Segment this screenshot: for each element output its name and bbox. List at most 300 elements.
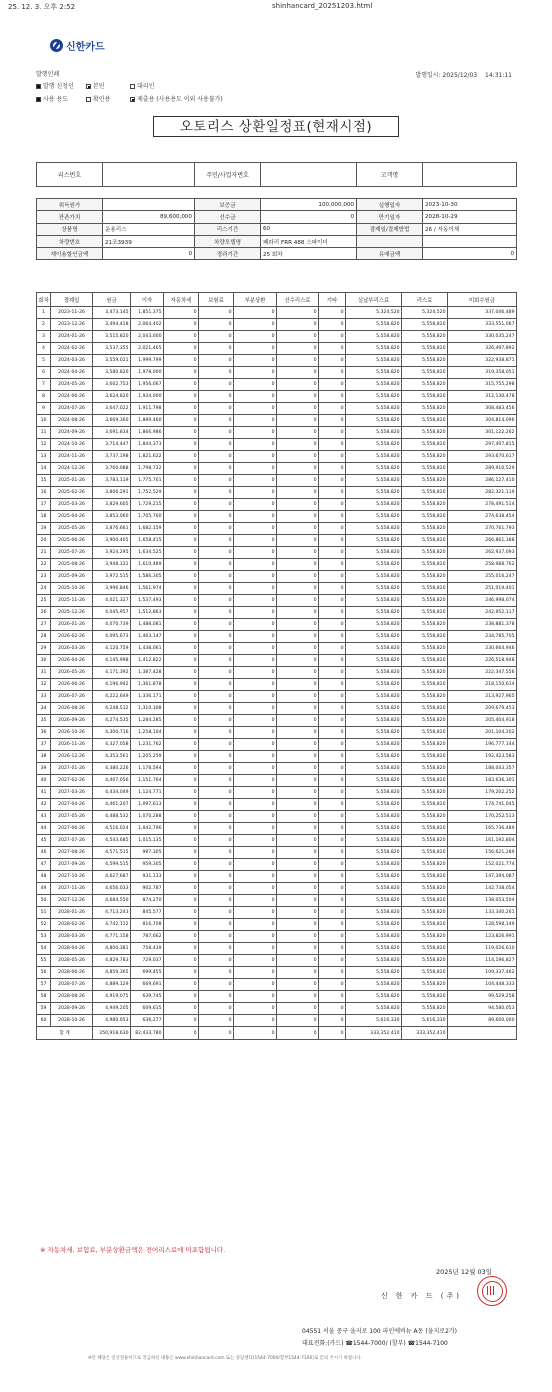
option-self[interactable]: 본인 — [86, 81, 105, 90]
table-cell: 128,598,149 — [448, 919, 517, 931]
checkbox-icon — [36, 97, 41, 102]
option-agent[interactable]: 대리인 — [130, 81, 154, 90]
table-cell: 0 — [319, 403, 346, 415]
details-label: 유예금액 — [357, 248, 423, 260]
table-cell: 50 — [37, 895, 51, 907]
table-cell: 5,558,820 — [346, 895, 402, 907]
table-cell: 337,046,489 — [448, 307, 517, 319]
table-cell: 26 — [37, 607, 51, 619]
table-cell: 0 — [199, 307, 234, 319]
table-cell: 36 — [37, 727, 51, 739]
table-cell: 5,558,820 — [346, 451, 402, 463]
table-cell: 0 — [199, 583, 234, 595]
table-cell: 4,248,512 — [93, 703, 131, 715]
table-cell: 38 — [37, 751, 51, 763]
table-cell: 0 — [164, 619, 199, 631]
table-cell: 44 — [37, 823, 51, 835]
table-cell: 5,558,820 — [402, 523, 448, 535]
table-row — [37, 967, 517, 979]
column-header: 실납부리스료 — [346, 293, 402, 307]
table-cell: 47 — [37, 859, 51, 871]
table-cell: 5 — [37, 355, 51, 367]
table-cell: 0 — [164, 607, 199, 619]
table-cell: 2026-06-26 — [51, 679, 93, 691]
column-header: 부분상환 — [234, 293, 277, 307]
table-row — [37, 379, 517, 391]
table-cell: 5,558,820 — [402, 487, 448, 499]
table-cell: 0 — [164, 895, 199, 907]
table-row — [37, 535, 517, 547]
table-cell: 0 — [319, 667, 346, 679]
table-cell: 0 — [319, 583, 346, 595]
table-cell: 5,558,820 — [402, 535, 448, 547]
table-cell: 0 — [319, 643, 346, 655]
table-cell: 165,736,489 — [448, 823, 517, 835]
details-value: 26 / 자동이체 — [423, 223, 517, 235]
table-cell: 0 — [164, 463, 199, 475]
table-cell: 5,324,520 — [402, 307, 448, 319]
table-cell: 0 — [234, 331, 277, 343]
table-cell: 0 — [319, 955, 346, 967]
table-cell: 0 — [319, 787, 346, 799]
table-cell: 94,580,053 — [448, 1003, 517, 1015]
table-row — [37, 475, 517, 487]
table-cell: 0 — [277, 943, 319, 955]
table-cell: 0 — [199, 523, 234, 535]
id-value — [261, 163, 357, 187]
option-submit[interactable]: 제출용 (사용용도 이외 사용불가) — [130, 94, 223, 103]
column-header: 자동차세 — [164, 293, 199, 307]
table-cell: 5,558,820 — [402, 1003, 448, 1015]
table-cell: 5,558,820 — [346, 883, 402, 895]
table-cell: 5,558,820 — [346, 715, 402, 727]
table-cell: 19 — [37, 523, 51, 535]
table-cell: 0 — [277, 967, 319, 979]
table-cell: 3,624,820 — [93, 391, 131, 403]
table-cell: 43 — [37, 811, 51, 823]
table-cell: 0 — [164, 835, 199, 847]
table-cell: 0 — [234, 583, 277, 595]
table-cell: 46 — [37, 847, 51, 859]
table-cell: 0 — [164, 367, 199, 379]
table-cell: 0 — [319, 571, 346, 583]
table-cell: 0 — [199, 727, 234, 739]
table-row — [37, 667, 517, 679]
table-row — [37, 451, 517, 463]
table-cell: 3,948,331 — [93, 559, 131, 571]
table-cell: 5,558,820 — [346, 343, 402, 355]
table-cell: 0 — [319, 823, 346, 835]
table-cell: 0 — [319, 859, 346, 871]
table-cell: 2028-04-26 — [51, 943, 93, 955]
option-confirm[interactable]: 확인용 — [86, 94, 110, 103]
table-cell: 0 — [199, 619, 234, 631]
table-cell: 2023-11-26 — [51, 307, 93, 319]
table-cell: 0 — [164, 775, 199, 787]
table-cell: 218,150,614 — [448, 679, 517, 691]
table-cell: 1,042,796 — [131, 823, 164, 835]
table-cell: 5,558,820 — [402, 319, 448, 331]
table-cell: 0 — [164, 559, 199, 571]
table-cell: 5,558,820 — [402, 415, 448, 427]
table-cell: 205,404,918 — [448, 715, 517, 727]
table-cell: 3,829,605 — [93, 499, 131, 511]
table-cell: 0 — [234, 715, 277, 727]
table-cell: 5,616,330 — [402, 1015, 448, 1027]
table-cell: 0 — [277, 379, 319, 391]
table-cell: 1,798,732 — [131, 463, 164, 475]
table-cell: 0 — [199, 835, 234, 847]
details-row — [37, 199, 517, 211]
table-cell: 1,775,701 — [131, 475, 164, 487]
table-cell: 0 — [164, 919, 199, 931]
table-cell: 2026-09-26 — [51, 715, 93, 727]
table-cell: 5,558,820 — [402, 607, 448, 619]
table-cell: 0 — [199, 799, 234, 811]
table-cell: 3,602,753 — [93, 379, 131, 391]
table-cell: 0 — [234, 619, 277, 631]
table-cell: 0 — [277, 631, 319, 643]
table-cell: 2028-03-26 — [51, 931, 93, 943]
table-cell: 1,956,067 — [131, 379, 164, 391]
table-cell: 5,558,820 — [346, 655, 402, 667]
table-cell: 2026-02-26 — [51, 631, 93, 643]
table-cell: 222,347,556 — [448, 667, 517, 679]
table-cell: 0 — [319, 451, 346, 463]
table-cell: 1,361,878 — [131, 679, 164, 691]
table-cell: 1,124,771 — [131, 787, 164, 799]
table-cell: 0 — [234, 523, 277, 535]
table-cell: 4,627,687 — [93, 871, 131, 883]
table-cell: 0 — [164, 595, 199, 607]
table-cell: 4,488,532 — [93, 811, 131, 823]
logo-text: 신한카드 — [66, 42, 105, 53]
table-row — [37, 331, 517, 343]
table-cell: 5,558,820 — [402, 667, 448, 679]
table-cell: 5,558,820 — [346, 607, 402, 619]
table-cell: 5,558,820 — [346, 775, 402, 787]
table-cell: 25 — [37, 595, 51, 607]
table-cell: 5,616,330 — [346, 1015, 402, 1027]
table-cell: 5,558,820 — [402, 355, 448, 367]
table-cell: 2024-03-26 — [51, 355, 93, 367]
table-cell: 5,558,820 — [402, 631, 448, 643]
table-cell: 2026-07-26 — [51, 691, 93, 703]
table-cell: 0 — [319, 931, 346, 943]
table-cell: 304,814,096 — [448, 415, 517, 427]
table-cell: 5,558,820 — [346, 679, 402, 691]
table-cell: 0 — [234, 403, 277, 415]
table-row — [37, 979, 517, 991]
table-cell: 5,558,820 — [346, 367, 402, 379]
table-cell: 0 — [277, 463, 319, 475]
table-cell: 0 — [199, 703, 234, 715]
table-cell: 5,558,820 — [402, 427, 448, 439]
details-value: 21조3939 — [103, 235, 195, 247]
table-cell: 2028-05-26 — [51, 955, 93, 967]
table-cell: 5,558,820 — [346, 1003, 402, 1015]
table-cell: 0 — [234, 907, 277, 919]
table-cell: 5,558,820 — [402, 475, 448, 487]
table-cell: 2027-01-26 — [51, 763, 93, 775]
table-cell: 2024-01-26 — [51, 331, 93, 343]
table-cell: 0 — [277, 835, 319, 847]
table-cell: 1,729,215 — [131, 499, 164, 511]
table-cell: 4 — [37, 343, 51, 355]
table-cell: 0 — [319, 763, 346, 775]
table-cell: 2,043,000 — [131, 331, 164, 343]
table-cell: 2024-02-26 — [51, 343, 93, 355]
table-cell: 5,558,820 — [346, 979, 402, 991]
table-row — [37, 859, 517, 871]
table-cell: 0 — [319, 703, 346, 715]
customer-value — [423, 163, 517, 187]
details-value: 0 — [103, 248, 195, 260]
total-cell: 333,352,410 — [346, 1027, 402, 1040]
table-row — [37, 391, 517, 403]
table-cell: 2027-06-26 — [51, 823, 93, 835]
table-cell: 2024-04-26 — [51, 367, 93, 379]
company-seal-icon — [477, 1276, 507, 1306]
company-name: 신 한 카 드 (주) — [380, 1292, 462, 1300]
total-cell: 0 — [199, 1027, 234, 1040]
table-cell: 1,070,288 — [131, 811, 164, 823]
table-cell: 0 — [199, 931, 234, 943]
table-cell: 3,924,295 — [93, 547, 131, 559]
table-cell: 0 — [164, 979, 199, 991]
table-cell: 5,558,820 — [402, 715, 448, 727]
table-cell: 758,439 — [131, 943, 164, 955]
table-cell: 2027-02-26 — [51, 775, 93, 787]
table-cell: 5,558,820 — [402, 451, 448, 463]
table-cell: 0 — [277, 571, 319, 583]
table-cell: 0 — [234, 931, 277, 943]
table-cell: 0 — [199, 559, 234, 571]
table-cell: 4,095,673 — [93, 631, 131, 643]
table-cell: 3,972,515 — [93, 571, 131, 583]
lease-no-value — [103, 163, 195, 187]
table-row — [37, 1015, 517, 1027]
details-value: 25 회차 — [261, 248, 357, 260]
table-row — [37, 679, 517, 691]
table-cell: 0 — [277, 595, 319, 607]
table-cell: 5,558,820 — [346, 511, 402, 523]
table-row — [37, 403, 517, 415]
table-cell: 0 — [199, 331, 234, 343]
table-cell: 2028-08-26 — [51, 991, 93, 1003]
table-cell: 89,600,000 — [448, 1015, 517, 1027]
table-row — [37, 787, 517, 799]
table-cell: 3,515,820 — [93, 331, 131, 343]
table-cell: 0 — [319, 439, 346, 451]
table-cell: 13 — [37, 451, 51, 463]
table-cell: 0 — [277, 787, 319, 799]
table-cell: 258,988,762 — [448, 559, 517, 571]
table-cell: 0 — [234, 415, 277, 427]
table-cell: 0 — [199, 475, 234, 487]
table-cell: 0 — [277, 583, 319, 595]
table-cell: 1,658,415 — [131, 535, 164, 547]
table-row — [37, 367, 517, 379]
table-cell: 0 — [277, 475, 319, 487]
table-cell: 0 — [199, 355, 234, 367]
table-cell: 0 — [277, 739, 319, 751]
table-cell: 1,097,613 — [131, 799, 164, 811]
table-cell: 2,064,402 — [131, 319, 164, 331]
table-cell: 0 — [199, 511, 234, 523]
table-cell: 5,558,820 — [346, 931, 402, 943]
table-cell: 0 — [234, 751, 277, 763]
table-cell: 0 — [234, 631, 277, 643]
table-cell: 4,021,327 — [93, 595, 131, 607]
table-cell: 4,713,243 — [93, 907, 131, 919]
table-cell: 787,662 — [131, 931, 164, 943]
table-cell: 2027-03-26 — [51, 787, 93, 799]
table-cell: 2025-05-26 — [51, 523, 93, 535]
table-cell: 5,558,820 — [402, 439, 448, 451]
table-row — [37, 547, 517, 559]
table-cell: 5,558,820 — [402, 979, 448, 991]
table-cell: 0 — [319, 475, 346, 487]
table-cell: 5,558,820 — [346, 487, 402, 499]
table-cell: 5,558,820 — [346, 631, 402, 643]
table-cell: 0 — [234, 1015, 277, 1027]
table-row — [37, 691, 517, 703]
table-cell: 0 — [277, 523, 319, 535]
table-cell: 0 — [164, 511, 199, 523]
table-cell: 0 — [164, 823, 199, 835]
table-cell: 0 — [164, 391, 199, 403]
table-cell: 5,558,820 — [402, 583, 448, 595]
table-cell: 5,558,820 — [402, 763, 448, 775]
table-cell: 0 — [234, 499, 277, 511]
table-cell: 0 — [319, 619, 346, 631]
table-row — [37, 607, 517, 619]
table-cell: 0 — [277, 919, 319, 931]
table-cell: 2023-12-26 — [51, 319, 93, 331]
table-cell: 0 — [319, 307, 346, 319]
table-cell: 2027-05-26 — [51, 811, 93, 823]
table-cell: 119,026,610 — [448, 943, 517, 955]
table-cell: 58 — [37, 991, 51, 1003]
table-cell: 0 — [277, 955, 319, 967]
table-cell: 5,558,820 — [402, 331, 448, 343]
table-cell: 5,558,820 — [346, 691, 402, 703]
table-cell: 282,321,119 — [448, 487, 517, 499]
table-cell: 1,934,000 — [131, 391, 164, 403]
table-cell: 5,558,820 — [346, 823, 402, 835]
table-cell: 609,615 — [131, 1003, 164, 1015]
table-cell: 0 — [277, 367, 319, 379]
table-cell: 0 — [319, 655, 346, 667]
table-cell: 2025-11-26 — [51, 595, 93, 607]
option-applicant[interactable]: 발행 신청인 — [36, 81, 74, 90]
address-line: 04551 서울 중구 을지로 100 파인에비뉴 A동 (을지로2가) — [302, 1328, 458, 1335]
table-cell: 4,656,033 — [93, 883, 131, 895]
table-cell: 4,434,049 — [93, 787, 131, 799]
table-cell: 0 — [319, 367, 346, 379]
schedule-header-row — [37, 293, 517, 307]
table-row — [37, 763, 517, 775]
table-cell: 4,829,783 — [93, 955, 131, 967]
table-cell: 0 — [199, 607, 234, 619]
table-cell: 0 — [319, 343, 346, 355]
notice-text: ※ 자동차세, 보험료, 부분상환금액은 전어리스료에 미포함됩니다. — [40, 1246, 226, 1254]
column-header: 이자 — [131, 293, 164, 307]
table-cell: 0 — [277, 823, 319, 835]
table-cell: 5,558,820 — [346, 319, 402, 331]
table-cell: 3,669,360 — [93, 415, 131, 427]
table-cell: 5,558,820 — [402, 943, 448, 955]
table-cell: 0 — [199, 955, 234, 967]
table-cell: 1,705,760 — [131, 511, 164, 523]
table-cell: 5,558,820 — [346, 907, 402, 919]
table-cell: 5,558,820 — [402, 619, 448, 631]
table-cell: 0 — [164, 655, 199, 667]
table-cell: 192,423,583 — [448, 751, 517, 763]
table-cell: 109,337,462 — [448, 967, 517, 979]
table-cell: 0 — [199, 463, 234, 475]
table-cell: 0 — [234, 703, 277, 715]
table-cell: 1,821,622 — [131, 451, 164, 463]
table-cell: 0 — [199, 943, 234, 955]
details-value — [423, 235, 517, 247]
table-row — [37, 727, 517, 739]
table-cell: 2 — [37, 319, 51, 331]
table-cell: 5,558,820 — [346, 427, 402, 439]
table-cell: 5,558,820 — [346, 583, 402, 595]
table-cell: 5,558,820 — [402, 343, 448, 355]
table-cell: 2028-10-26 — [51, 1015, 93, 1027]
table-cell: 114,196,827 — [448, 955, 517, 967]
table-cell: 4,742,112 — [93, 919, 131, 931]
total-row — [37, 1027, 517, 1040]
table-cell: 0 — [277, 451, 319, 463]
column-header: 결제일 — [51, 293, 93, 307]
table-cell: 0 — [319, 919, 346, 931]
table-cell: 0 — [277, 703, 319, 715]
table-cell: 5,558,820 — [402, 811, 448, 823]
table-cell: 42 — [37, 799, 51, 811]
table-cell: 0 — [277, 667, 319, 679]
table-cell: 5,558,820 — [346, 955, 402, 967]
print-filename: shinhancard_20251203.html — [272, 2, 373, 10]
table-cell: 5,558,820 — [402, 847, 448, 859]
table-cell: 3,580,820 — [93, 367, 131, 379]
table-cell: 2024-12-26 — [51, 463, 93, 475]
table-cell: 636,277 — [131, 1015, 164, 1027]
table-cell: 0 — [199, 763, 234, 775]
table-cell: 0 — [277, 643, 319, 655]
table-cell: 2024-08-26 — [51, 415, 93, 427]
table-cell: 0 — [164, 343, 199, 355]
table-cell: 0 — [199, 643, 234, 655]
table-cell: 0 — [234, 847, 277, 859]
radio-icon — [130, 97, 135, 102]
table-cell: 5,558,820 — [346, 811, 402, 823]
table-cell: 5,558,820 — [402, 391, 448, 403]
table-cell: 0 — [234, 439, 277, 451]
table-cell: 0 — [234, 655, 277, 667]
table-cell: 5,558,820 — [346, 703, 402, 715]
option-usage[interactable]: 사용 용도 — [36, 94, 68, 103]
table-cell: 4,859,365 — [93, 967, 131, 979]
table-cell: 0 — [277, 343, 319, 355]
table-cell: 4,684,550 — [93, 895, 131, 907]
table-cell: 5,558,820 — [402, 463, 448, 475]
table-cell: 0 — [164, 955, 199, 967]
table-cell: 0 — [277, 1003, 319, 1015]
